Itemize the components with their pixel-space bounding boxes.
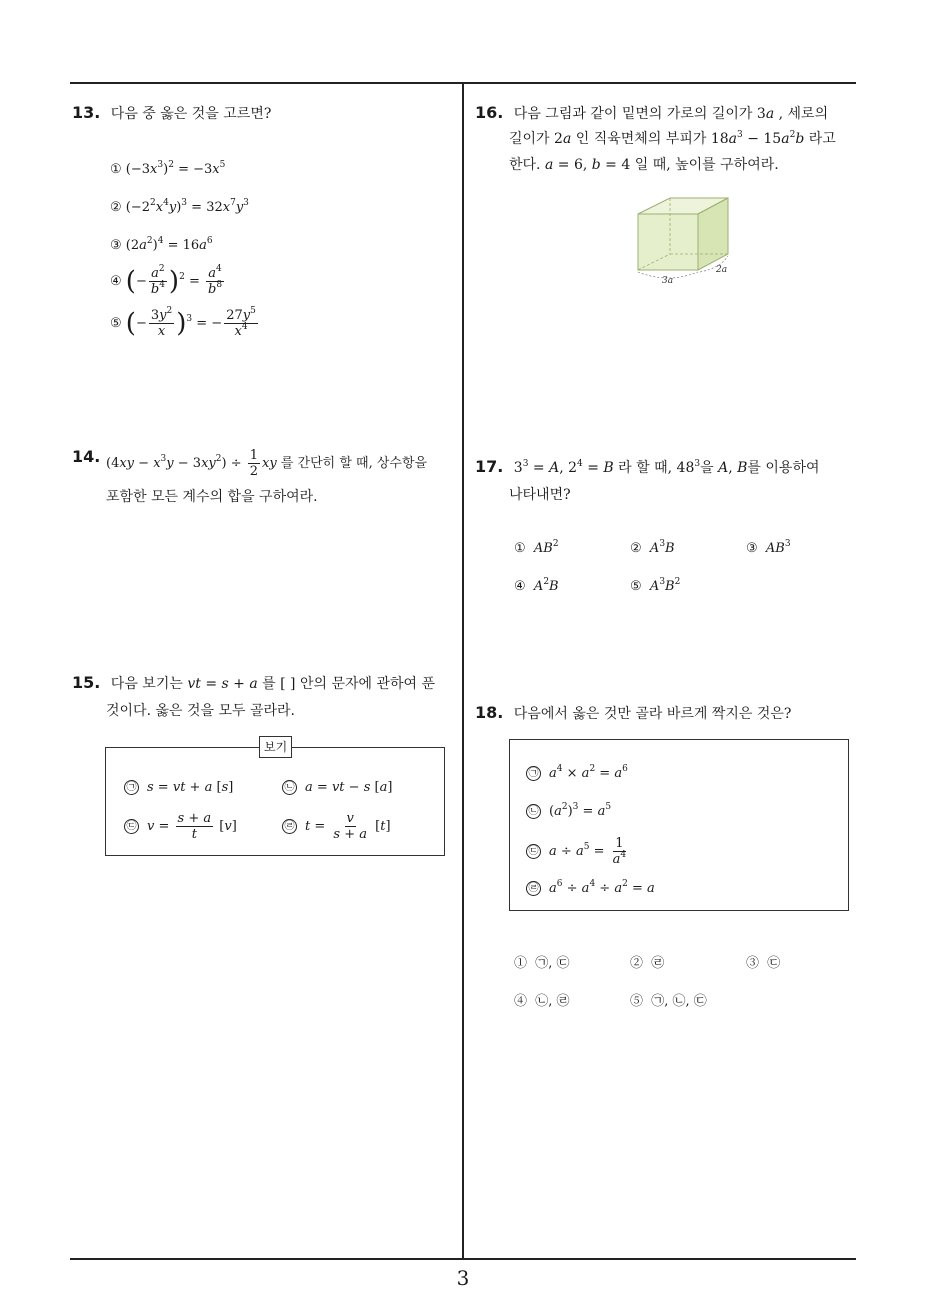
q17-choice-3[interactable]: ③ $AB^3$	[746, 539, 791, 556]
column-divider	[462, 83, 464, 1258]
question-15	[72, 670, 435, 697]
item-mark: ㉡	[526, 804, 541, 819]
choice-expression: (− $\frac{a^2}{b^4}$ )$^2$ = $\frac{a^4}{b^8}$	[125, 264, 223, 297]
expression: $(4xy - x^3y - 3xy^2)$ ÷ $\frac{1}{2}$ xy	[106, 448, 277, 479]
choice-expression: $(2a^2)^4 = 16a^6$	[125, 236, 213, 253]
statement-3: ㉢ $a \div a^5$ = $\frac{1}{a^4}$	[526, 836, 630, 867]
q18-choice-3[interactable]	[746, 952, 780, 971]
q17-choice-4[interactable]: ④ $A^2B$	[514, 577, 559, 594]
question-17	[475, 454, 820, 481]
page-number: 3	[456, 1266, 470, 1290]
expression: $3^3 = A$, $2^4 = B$	[513, 459, 614, 476]
question-number: 13.	[72, 103, 101, 122]
expression: 3a	[756, 106, 775, 122]
item-mark: ㉣	[282, 819, 297, 834]
choice-expression: (− $\frac{3y^2}{x}$ )$^3$ = − $\frac{27y^5}{x^4}$	[125, 306, 256, 339]
question-17-line2: 나타내면?	[509, 487, 571, 503]
example-item-3: ㉢ v = $\frac{s + a}{t}$ [v]	[124, 811, 237, 842]
item-mark: ㉣	[526, 881, 541, 896]
choice-label: ⑤	[110, 316, 122, 331]
choice-1[interactable]	[110, 162, 225, 177]
choice-label: ②	[630, 956, 644, 971]
question-14-line2: 포함한 모든 계수의 합을 구하여라.	[106, 489, 318, 505]
question-18	[475, 700, 791, 727]
statement-4: ㉣ $a^6 \div a^4 \div a^2 = a$	[526, 881, 655, 896]
example-box	[105, 740, 445, 856]
item-mark: ㉢	[526, 844, 541, 859]
choice-value: ㉢	[767, 956, 781, 971]
box-title: 보기	[259, 736, 292, 758]
expression: $48^3$	[676, 459, 701, 476]
question-16	[475, 100, 828, 127]
statement-2: ㉡ $(a^2)^3 = a^5$	[526, 804, 611, 819]
question-text: 다음 중 옳은 것을 고르면?	[110, 106, 272, 122]
question-text: 다음 보기는	[110, 676, 183, 692]
q18-choice-4[interactable]	[514, 990, 570, 1009]
q18-choice-5[interactable]	[630, 990, 707, 1009]
choice-label: ④	[514, 994, 528, 1009]
statement-box	[509, 739, 849, 911]
q18-choice-1[interactable]	[514, 952, 570, 971]
example-item-1: ㉠ s = vt + a [s]	[124, 780, 233, 795]
question-text: 라 할 때,	[618, 460, 673, 476]
question-text: , 세로의	[778, 106, 829, 122]
question-16-line2	[509, 126, 836, 152]
choice-label: ①	[110, 162, 122, 177]
choice-label: ③	[746, 956, 760, 971]
question-text: 라고	[808, 131, 836, 147]
item-mark: ㉡	[282, 780, 297, 795]
cuboid-figure	[628, 192, 744, 286]
choice-label: ③	[110, 238, 122, 253]
question-text: 인 직육면체의 부피가	[575, 131, 707, 147]
question-text: 를 간단히 할 때, 상수항을	[280, 456, 428, 471]
question-13	[72, 100, 271, 127]
choice-5[interactable]	[110, 308, 260, 339]
choice-value: ㉣	[651, 956, 665, 971]
choice-value: ㉠, ㉢	[535, 956, 570, 971]
choice-label: ④	[110, 274, 122, 289]
item-mark: ㉠	[124, 780, 139, 795]
question-16-line3	[509, 152, 779, 178]
width-label: 3a	[662, 276, 674, 286]
expression: $18a^3 - 15a^2b$	[710, 130, 805, 147]
expression: a = 6, b = 4	[544, 157, 631, 173]
choice-4[interactable]	[110, 266, 226, 297]
question-text: 길이가	[509, 131, 550, 147]
q17-choice-1[interactable]: ① $AB^2$	[514, 539, 559, 556]
expression: A, B	[718, 460, 748, 476]
choice-expression: $(-2^2x^4y)^3 = 32x^7y^3$	[125, 198, 249, 215]
question-text: 한다.	[509, 157, 541, 173]
bottom-rule	[70, 1258, 856, 1260]
expression: vt = s + a	[187, 676, 258, 692]
question-text: 를 [ ] 안의 문자에 관하여 푼	[262, 676, 436, 692]
question-text: 을	[700, 460, 714, 476]
choice-label: ⑤	[630, 579, 642, 594]
question-number: 15.	[72, 673, 101, 692]
choice-3[interactable]	[110, 238, 213, 253]
question-text: 다음에서 옳은 것만 골라 바르게 짝지은 것은?	[513, 706, 792, 722]
choice-2[interactable]	[110, 200, 249, 215]
choice-label: ①	[514, 541, 526, 556]
q17-choice-5[interactable]: ⑤ $A^3B^2$	[630, 577, 681, 594]
question-number: 16.	[475, 103, 504, 122]
item-mark: ㉠	[526, 766, 541, 781]
item-mark: ㉢	[124, 819, 139, 834]
q18-choice-2[interactable]	[630, 952, 664, 971]
statement-1: ㉠ $a^4 \times a^2 = a^6$	[526, 766, 628, 781]
example-item-2: ㉡ a = vt − s [a]	[282, 780, 392, 795]
choice-label: ②	[110, 200, 122, 215]
choice-label: ①	[514, 956, 528, 971]
example-item-4: ㉣ t = $\frac{v}{s + a}$ [t]	[282, 811, 391, 842]
question-text: 다음 그림과 같이 밑면의 가로의 길이가	[513, 106, 753, 122]
question-14-line1	[106, 448, 466, 479]
question-number: 17.	[475, 457, 504, 476]
question-15-line2: 것이다. 옳은 것을 모두 골라라.	[106, 703, 295, 719]
choice-value: ㉡, ㉣	[535, 994, 570, 1009]
expression: 2a	[554, 131, 572, 147]
q17-choice-2[interactable]: ② $A^3B$	[630, 539, 675, 556]
choice-label: ⑤	[630, 994, 644, 1009]
question-number: 18.	[475, 703, 504, 722]
choice-label: ②	[630, 541, 642, 556]
choice-label: ③	[746, 541, 758, 556]
question-number: 14.	[72, 447, 101, 466]
question-text: 를 이용하여	[747, 460, 820, 476]
question-text: 일 때, 높이를 구하여라.	[634, 157, 779, 173]
depth-label: 2a	[716, 265, 728, 275]
choice-label: ④	[514, 579, 526, 594]
choice-expression: $(-3x^3)^2 = -3x^5$	[125, 160, 226, 177]
choice-value: ㉠, ㉡, ㉢	[651, 994, 707, 1009]
